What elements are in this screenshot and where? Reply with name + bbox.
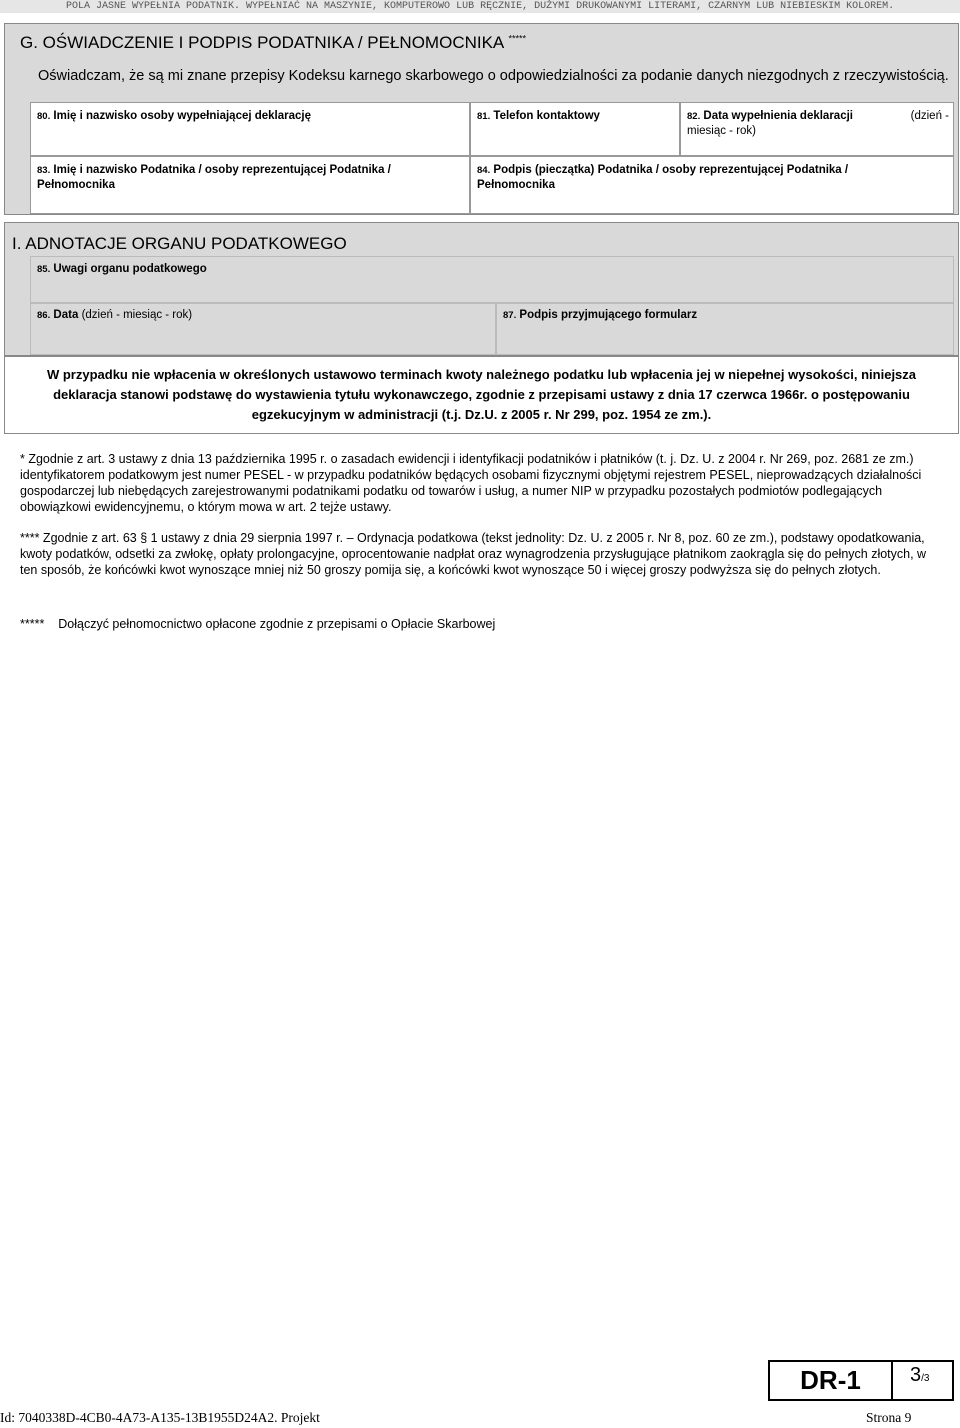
field-85-remarks: 85. Uwagi organu podatkowego — [30, 256, 954, 303]
field-84-signature[interactable]: 84. Podpis (pieczątka) Podatnika / osoby reprezentującej Podatnika / Pełnomocnika — [470, 156, 954, 214]
section-g-title: G. OŚWIADCZENIE I PODPIS PODATNIKA / PEŁNOMOCNIKA ***** — [20, 33, 526, 52]
enforcement-notice: W przypadku nie wpłacenia w określonych ustawowo terminach kwoty należnego podatku lub wpłacenia jej w niepełnej wysokości, niniejsza deklaracja stanowi podstawę do wystawienia tytułu wykonawczego, zgodnie z przepisami ustawy z dnia 17 czerwca 1966r. o postępowaniu egzekucyjnym w administracji (t.j. Dz.U. z 2005 r. Nr 299, poz. 1954 ze zm.). — [4, 356, 959, 434]
document-id: Id: 7040338D-4CB0-4A73-A135-13B1955D24A2. Projekt — [0, 1410, 320, 1425]
footnote-rounding: **** Zgodnie z art. 63 § 1 ustawy z dnia 29 sierpnia 1997 r. – Ordynacja podatkowa (tekst jednolity: Dz. U. z 2005 r. Nr 8, poz. 60 ze zm.), podstawy opodatkowania, kwoty podatków, odsetki za zwłokę, opłaty prolongacyjne, oprocentowanie nadpłat oraz wynagrodzenia przysługujące płatnikom zaokrągla się do pełnych złotych, w ten sposób, że końcówki kwot wynoszące mniej niż 50 groszy pomija się, a końcówki kwot wynoszące 50 i więcej groszy podwyższa się do pełnych złotych. — [20, 531, 927, 577]
section-i-title: I. ADNOTACJE ORGANU PODATKOWEGO — [12, 234, 347, 253]
form-code: DR-1 — [770, 1362, 893, 1399]
footnote-pesel: * Zgodnie z art. 3 ustawy z dnia 13 października 1995 r. o zasadach ewidencji i identyfikacji podatników i płatników (t. j. Dz. U. z 2004 r. Nr 269, poz. 2681 ze zm.) identyfikatorem podatkowym jest numer PESEL - w przypadku podatników będących osobami fizycznymi objętymi rejestrem PESEL, nieprowadzących działalności gospodarczej lub niebędących zarejestrowanymi podatnikami podatku od towarów i usług, a numer NIP w przypadku pozostałych podmiotów podlegających obowiązkowi ewidencyjnemu, o którym mowa w art. 2 tejże ustawy. — [20, 452, 922, 514]
footnote-power-of-attorney: ***** Dołączyć pełnomocnictwo opłacone zgodnie z przepisami o Opłacie Skarbowej — [20, 617, 496, 631]
field-82-fill-date[interactable]: 82. Data wypełnienia deklaracji (dzień - miesiąc - rok) — [680, 102, 954, 156]
field-83-taxpayer-name[interactable]: 83. Imię i nazwisko Podatnika / osoby reprezentującej Podatnika / Pełnomocnika — [30, 156, 470, 214]
field-80-name-filler[interactable]: 80. Imię i nazwisko osoby wypełniającej deklarację — [30, 102, 470, 156]
field-81-phone[interactable]: 81. Telefon kontaktowy — [470, 102, 680, 156]
field-87-receiver-signature: 87. Podpis przyjmującego formularz — [496, 303, 954, 355]
page-number: Strona 9 — [866, 1410, 912, 1425]
top-instruction-bar: POLA JASNE WYPEŁNIA PODATNIK. WYPEŁNIAĆ NA MASZYNIE, KOMPUTEROWO LUB RĘCZNIE, DUŻYMI DRUKOWANYMI LITERAMI, CZARNYM LUB NIEBIESKIM KOLOREM. — [0, 0, 960, 13]
declaration-text: Oświadczam, że są mi znane przepisy Kodeksu karnego skarbowego o odpowiedzialności za podanie danych niezgodnych z rzeczywistością. — [38, 68, 949, 84]
form-code-box — [768, 1360, 954, 1401]
field-86-date: 86. Data (dzień - miesiąc - rok) — [30, 303, 496, 355]
page-indicator: 3/3 — [910, 1364, 930, 1386]
